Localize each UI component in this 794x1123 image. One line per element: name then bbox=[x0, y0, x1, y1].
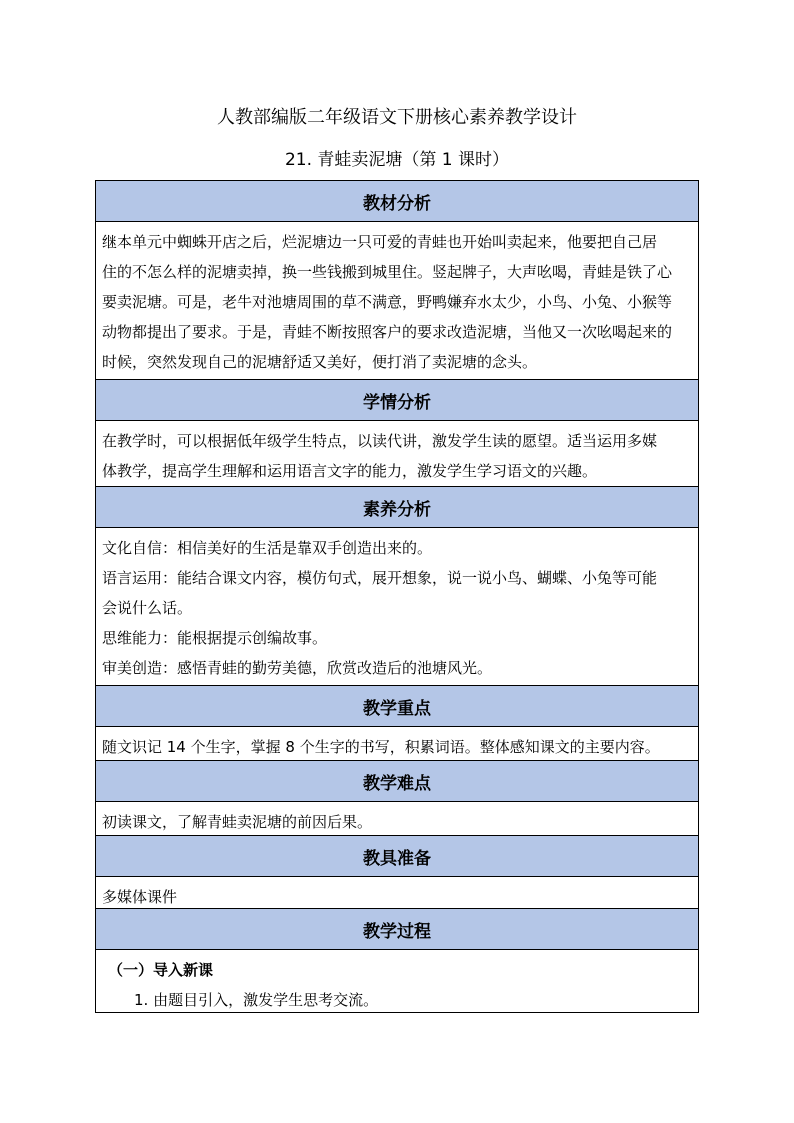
text-line: 时候，突然发现自己的泥塘舒适又美好，便打消了卖泥塘的念头。 bbox=[102, 353, 538, 371]
document-title: 人教部编版二年级语文下册核心素养教学设计 bbox=[217, 107, 577, 128]
text-line: 体教学，提高学生理解和运用语言文字的能力，激发学生学习语文的兴趣。 bbox=[102, 462, 598, 480]
text-line: 思维能力：能根据提示创编故事。 bbox=[102, 629, 328, 647]
section-heading-material: 教材分析 bbox=[96, 181, 698, 222]
lesson-plan-table bbox=[95, 180, 699, 1013]
text-line: 随文识记 14 个生字，掌握 8 个生字的书写，积累词语。整体感知课文的主要内容。 bbox=[102, 738, 660, 756]
text-line: 住的不怎么样的泥塘卖掉，换一些钱搬到城里住。竖起牌子，大声吆喝，青蛙是铁了心 bbox=[102, 263, 673, 281]
section-heading-learner: 学情分析 bbox=[96, 380, 698, 421]
section-body-process bbox=[96, 950, 698, 1012]
section-body-difficulties bbox=[96, 802, 698, 836]
text-line: 在教学时，可以根据低年级学生特点，以读代讲，激发学生读的愿望。适当运用多媒 bbox=[102, 432, 658, 450]
lesson-title: 21. 青蛙卖泥塘（第 1 课时） bbox=[284, 150, 510, 170]
section-body-tools bbox=[96, 877, 698, 909]
text-line: 初读课文，了解青蛙卖泥塘的前因后果。 bbox=[102, 813, 373, 831]
text-line: 继本单元中蜘蛛开店之后，烂泥塘边一只可爱的青蛙也开始叫卖起来，他要把自己居 bbox=[102, 233, 658, 251]
section-heading-process: 教学过程 bbox=[96, 909, 698, 950]
section-body-learner bbox=[96, 421, 698, 487]
section-body-literacy bbox=[96, 528, 698, 686]
section-body-material bbox=[96, 222, 698, 380]
process-step: 1. 由题目引入，激发学生思考交流。 bbox=[134, 991, 379, 1009]
text-line: 语言运用：能结合课文内容，模仿句式，展开想象，说一说小鸟、蝴蝶、小兔等可能 bbox=[102, 569, 658, 587]
section-heading-key-points: 教学重点 bbox=[96, 686, 698, 727]
process-subheading: （一）导入新课 bbox=[108, 961, 214, 979]
section-heading-difficulties: 教学难点 bbox=[96, 761, 698, 802]
text-line: 文化自信：相信美好的生活是靠双手创造出来的。 bbox=[102, 539, 433, 557]
section-heading-tools: 教具准备 bbox=[96, 836, 698, 877]
section-body-key-points bbox=[96, 727, 698, 761]
section-heading-literacy: 素养分析 bbox=[96, 487, 698, 528]
text-line: 动物都提出了要求。于是，青蛙不断按照客户的要求改造泥塘，当他又一次吆喝起来的 bbox=[102, 323, 673, 341]
text-line: 多媒体课件 bbox=[102, 888, 178, 906]
text-line: 要卖泥塘。可是，老牛对池塘周围的草不满意，野鸭嫌弃水太少，小鸟、小兔、小猴等 bbox=[102, 293, 673, 311]
text-line: 审美创造：感悟青蛙的勤劳美德，欣赏改造后的池塘风光。 bbox=[102, 659, 493, 677]
text-line: 会说什么话。 bbox=[102, 599, 193, 617]
